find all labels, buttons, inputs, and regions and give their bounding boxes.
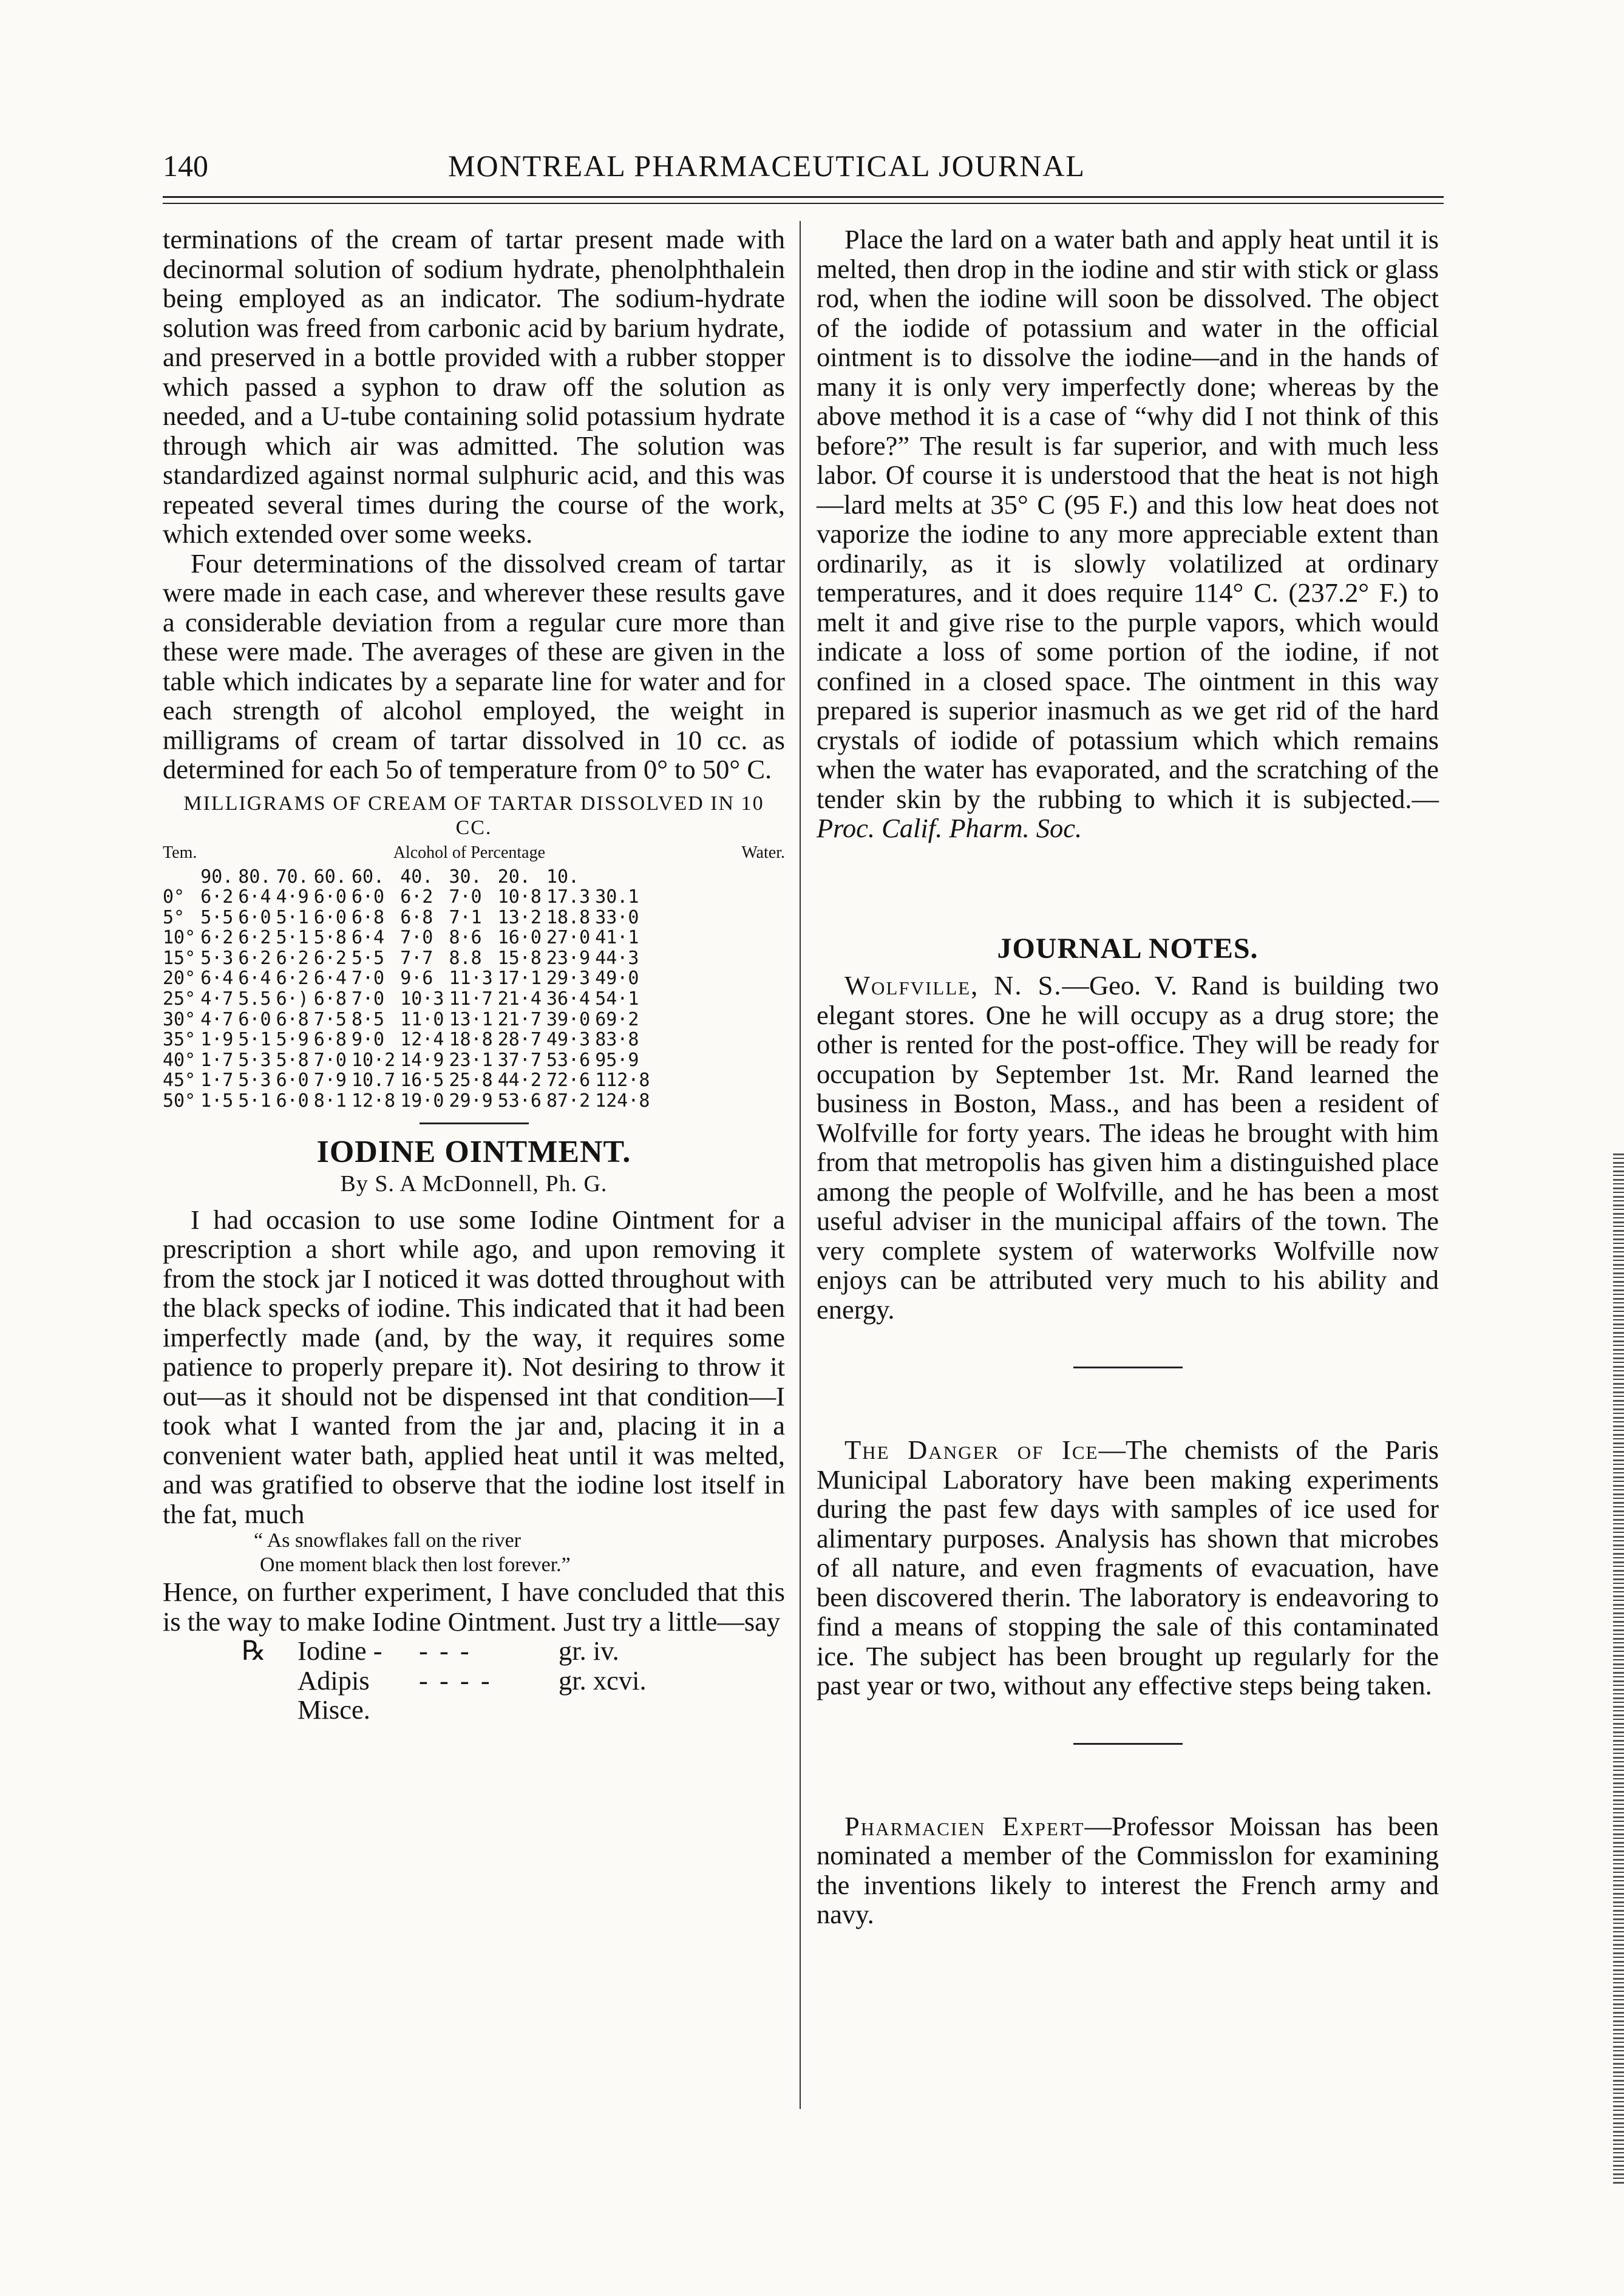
table-cell: 9·0	[351, 1029, 385, 1051]
table-cell: 18·8	[449, 1029, 493, 1051]
table-row	[163, 1070, 655, 1091]
table-column-header: 20.	[497, 866, 531, 888]
header-rule-thin	[163, 203, 1444, 204]
note-expert	[817, 1812, 1439, 1929]
table-head-water: Water.	[741, 843, 785, 862]
table-cell: 6·8	[313, 1029, 347, 1051]
table-cell: 44·3	[595, 947, 639, 969]
table-cell: 7·0	[313, 1049, 347, 1071]
table-row	[163, 1010, 655, 1030]
paragraph-lard-text: Place the lard on a water bath and apply heat until it is melted, then drop in the iodine and stir with stick or glass rod, when the iodine will soon be dissolved. The object of the iodide of potassium and water in the official ointment is to dissolve the iodine—and in the hands of many it is only very imperfectly done; whereas by the above method it is a case of “why did I not think of this before?” The result is far superior, and with much less labor. Of course it is understood that the heat is not high—lard melts at 35° C (95 F.) and this low heat does not vaporize the iodine to any more appreciable extent than ordinarily, as it is slowly volatilized at ordinary temperatures, and it does require 114° C. (237.2° F.) to melt it and give rise to the purple vapors, which would indicate a loss of some portion of the iodine, if not confined in a closed space. The ointment in this way prepared is superior inasmuch as we get rid of the hard crystals of iodide of potassium which which remains when the water has evaporated, and the scratching of the tender skin by the rubbing to which it is subjected.—	[817, 224, 1439, 814]
table-cell: 17·1	[497, 968, 542, 990]
table-cell: 6·4	[313, 968, 347, 990]
paragraph-terminations: terminations of the cream of tartar present made with decinormal solution of sodium hydrate, phenolphthalein being employed as an indicator. The sodium-hydrate solution was freed from carbonic acid by barium hydrate, and preserved in a bottle provided with a rubber stopper which passed a syphon to draw off the solution as needed, and a U-tube containing solid potassium hydrate through which air was admitted. The solution was standardized against normal sulphuric acid, and this was repeated several times during the course of the work, which extended over some weeks.	[163, 224, 785, 549]
table-cell: 11·7	[449, 988, 493, 1010]
column-divider	[800, 221, 801, 2109]
paragraph-determinations: Four determinations of the dissolved cream of tartar were made in each case, and wherever these results gave a considerable deviation from a regular cure more than these were made. The averages of these are given in the table which indicates by a separate line for water and for each strength of alcohol employed, the weight in milligrams of cream of tartar dissolved in 10 cc. as determined for each 5o of temperature from 0° to 50° C.	[163, 548, 785, 784]
table-cell: 16·5	[400, 1070, 444, 1092]
table-temperature-cell: 0°	[163, 886, 185, 908]
article-byline: By S. A McDonnell, Ph. G.	[340, 1171, 608, 1197]
section-rule	[1073, 1743, 1183, 1745]
table-temperature-cell: 50°	[163, 1090, 196, 1112]
section-rule	[1073, 1367, 1183, 1368]
table-cell: 6·8	[313, 988, 347, 1010]
table-header	[163, 843, 785, 863]
table-cell: 39·0	[546, 1008, 591, 1030]
table-cell: 5·8	[313, 927, 347, 949]
table-cell: 9·6	[400, 968, 433, 990]
table-row	[163, 968, 655, 989]
table-cell: 6·0	[313, 886, 347, 908]
table-column-header: 90.	[200, 866, 234, 888]
table-cell: 6·2	[276, 968, 309, 990]
table-cell: 14·9	[400, 1049, 444, 1071]
table-cell: 10.7	[351, 1070, 396, 1092]
table-cell: 1·7	[200, 1070, 234, 1092]
table-cell: 7·7	[400, 947, 433, 969]
verse-line: “ As snowflakes fall on the river	[254, 1529, 521, 1552]
table-cell: 5·8	[276, 1049, 309, 1071]
note-ice	[817, 1435, 1439, 1700]
table-cell: 5·1	[276, 927, 309, 949]
table-cell: 7·0	[351, 988, 385, 1010]
table-cell: 6·0	[313, 906, 347, 928]
section-title: JOURNAL NOTES.	[997, 932, 1259, 965]
table-cell: 6·4	[200, 968, 234, 990]
table-cell: 112·8	[595, 1070, 650, 1092]
table-body	[163, 887, 655, 1112]
table-cell: 8.8	[449, 947, 482, 969]
rx-instruction: Misce.	[297, 1694, 370, 1725]
article-title: IODINE OINTMENT.	[316, 1134, 631, 1169]
table-cell: 28·7	[497, 1029, 542, 1051]
left-column	[163, 225, 785, 1725]
table-cell: 11·0	[400, 1008, 444, 1030]
table-row	[163, 1050, 655, 1071]
verse-line: One moment black then lost forever.”	[260, 1554, 571, 1577]
table-cell: 53·6	[546, 1049, 591, 1071]
source-citation: Proc. Calif. Pharm. Soc.	[817, 813, 1082, 843]
table-temperature-cell: 40°	[163, 1049, 196, 1071]
table-cell: 5·1	[276, 906, 309, 928]
rx-quantity: gr. iv.	[559, 1635, 619, 1666]
table-cell: 6·0	[276, 1070, 309, 1092]
table-cell: 11·3	[449, 968, 493, 990]
paragraph-lard	[817, 225, 1439, 843]
table-column-header: 40.	[400, 866, 433, 888]
table-cell: 7·0	[400, 927, 433, 949]
table-cell: 1·9	[200, 1029, 234, 1051]
note-text: —The chemists of the Paris Municipal Laboratory have been making experiments during the past few days with samples of ice used for alimentary purposes. Analysis has shown that microbes of all nature, and even fragments of evacuation, have been discovered therin. The laboratory is endeavoring to find a means of stopping the sale of this contaminated ice. The subject has been brought up regularly for the past year or two, without any effective steps being taken.	[817, 1435, 1439, 1700]
table-cell: 23·1	[449, 1049, 493, 1071]
table-cell: 49·3	[546, 1029, 591, 1051]
table-cell: 5·9	[276, 1029, 309, 1051]
table-cell: 7·5	[313, 1008, 347, 1030]
recipe-symbol: ℞	[242, 1635, 266, 1666]
paragraph-conclusion: Hence, on further experiment, I have concluded that this is the way to make Iodine Ointment. Just try a little—say	[163, 1577, 785, 1637]
table-cell: 37·7	[497, 1049, 542, 1071]
table-cell: 10·8	[497, 886, 542, 908]
verse-quote	[254, 1529, 785, 1577]
table-column-header: 70.	[276, 866, 309, 888]
note-wolfville	[817, 971, 1439, 1324]
table-temperature-cell: 30°	[163, 1008, 196, 1030]
page-header	[163, 148, 1438, 197]
table-cell: 12·4	[400, 1029, 444, 1051]
table-cell: 27·0	[546, 927, 591, 949]
table-row	[163, 948, 655, 969]
table-cell: 5·3	[200, 947, 234, 969]
table-cell: 69·2	[595, 1008, 639, 1030]
table-cell: 6·2	[238, 947, 271, 969]
table-row	[163, 1030, 655, 1050]
table-cell: 6·4	[351, 927, 385, 949]
table-cell: 18.8	[546, 906, 591, 928]
table-cell: 6·0	[351, 886, 385, 908]
table-cell: 53·6	[497, 1090, 542, 1112]
scan-edge-texture	[1613, 1153, 1624, 2186]
table-cell: 6·0	[276, 1090, 309, 1112]
table-column-header	[595, 867, 654, 888]
table-cell: 16·0	[497, 927, 542, 949]
table-temperature-cell: 35°	[163, 1029, 196, 1051]
table-cell: 6·8	[351, 906, 385, 928]
table-column-header: 10.	[546, 866, 580, 888]
table-cell: 6·)	[276, 988, 309, 1010]
table-cell: 5·1	[238, 1029, 271, 1051]
table-cell: 10·3	[400, 988, 444, 1010]
table-column-header	[163, 867, 200, 888]
running-title: MONTREAL PHARMACEUTICAL JOURNAL	[448, 149, 1085, 183]
table-cell: 12·8	[351, 1090, 396, 1112]
table-cell: 6·2	[276, 947, 309, 969]
table-temperature-cell: 15°	[163, 947, 196, 969]
table-cell: 6·4	[238, 886, 271, 908]
table-cell: 54·1	[595, 988, 639, 1010]
table-cell: 6·2	[200, 927, 234, 949]
table-cell: 7·0	[351, 968, 385, 990]
rx-quantity: gr. xcvi.	[559, 1665, 647, 1696]
table-cell: 83·8	[595, 1029, 639, 1051]
prescription	[163, 1636, 785, 1725]
right-column	[817, 225, 1439, 1929]
table-row	[163, 908, 655, 928]
rx-dots: - - -	[419, 1635, 472, 1666]
table-cell: 23·9	[546, 947, 591, 969]
table-cell: 29·9	[449, 1090, 493, 1112]
note-lead: Pharmacien Expert	[844, 1810, 1085, 1841]
table-cell: 7·9	[313, 1070, 347, 1092]
table-temperature-cell: 20°	[163, 968, 196, 990]
table-column-header: 60.	[313, 866, 347, 888]
table-cell: 4·9	[276, 886, 309, 908]
section-rule	[420, 1123, 529, 1124]
table-cell: 1·7	[200, 1049, 234, 1071]
table-cell: 4·7	[200, 988, 234, 1010]
table-cell: 95·9	[595, 1049, 639, 1071]
table-cell: 17.3	[546, 886, 591, 908]
table-cell: 4·7	[200, 1008, 234, 1030]
table-cell: 36·4	[546, 988, 591, 1010]
table-cell: 44·2	[497, 1070, 542, 1092]
table-title: MILLIGRAMS OF CREAM OF TARTAR DISSOLVED IN 10 CC.	[183, 792, 764, 839]
table-row	[163, 928, 655, 948]
paragraph-iodine: I had occasion to use some Iodine Ointment for a prescription a short while ago, and upon removing it from the stock jar I noticed it was dotted throughout with the black specks of iodine. This indicated that it had been imperfectly made (and, by the way, it requires some patience to properly prepare it). Not desiring to throw it out—as it should not be dispensed int that condition—I took what I wanted from the jar and, placing it in a convenient water bath, applied heat until it was melted, and was gratified to observe that the iodine lost itself in the fat, much	[163, 1204, 785, 1529]
table-cell: 5.5	[238, 988, 271, 1010]
table-row	[163, 989, 655, 1010]
table-cell: 6·2	[200, 886, 234, 908]
table-cell: 5·3	[238, 1070, 271, 1092]
table-column-header: 80.	[238, 866, 271, 888]
table-column-header: 60.	[351, 866, 385, 888]
table-cell: 87·2	[546, 1090, 591, 1112]
table-cell: 6·2	[400, 886, 433, 908]
table-cell: 5·5	[200, 906, 234, 928]
table-row	[163, 1091, 655, 1112]
rx-ingredient: Adipis	[297, 1665, 370, 1696]
table-cell: 8·1	[313, 1090, 347, 1112]
rx-dots: - - - -	[419, 1665, 492, 1696]
solubility-table	[163, 867, 655, 1112]
table-cell: 5·3	[238, 1049, 271, 1071]
table-cell: 8·5	[351, 1008, 385, 1030]
table-head-alcohol: Alcohol of Percentage	[393, 843, 546, 862]
table-cell: 49·0	[595, 968, 639, 990]
table-cell: 124·8	[595, 1090, 650, 1112]
table-cell: 6·4	[238, 968, 271, 990]
table-column-row	[163, 867, 655, 888]
table-cell: 25·8	[449, 1070, 493, 1092]
table-row	[163, 887, 655, 908]
table-cell: 6·2	[313, 947, 347, 969]
table-cell: 13·1	[449, 1008, 493, 1030]
table-cell: 5·5	[351, 947, 385, 969]
table-cell: 21·4	[497, 988, 542, 1010]
table-temperature-cell: 25°	[163, 988, 196, 1010]
table-head-temperature: Tem.	[163, 843, 197, 862]
note-text: —Professor Moissan has been nominated a member of the Commisslon for examining the inventions likely to interest the French army and navy.	[817, 1810, 1439, 1929]
table-cell: 33·0	[595, 906, 639, 928]
table-column-header: 30.	[449, 866, 482, 888]
note-lead: The Danger of Ice	[844, 1435, 1099, 1465]
table-cell: 8·6	[449, 927, 482, 949]
note-lead: Wolfville, N. S.	[844, 970, 1062, 1000]
table-cell: 6·8	[400, 906, 433, 928]
table-cell: 10·2	[351, 1049, 396, 1071]
page-number: 140	[163, 149, 208, 183]
table-temperature-cell: 5°	[163, 906, 185, 928]
table-cell: 30.1	[595, 886, 639, 908]
table-cell: 5·1	[238, 1090, 271, 1112]
table-cell: 13·2	[497, 906, 542, 928]
table-cell: 15·8	[497, 947, 542, 969]
table-cell: 29·3	[546, 968, 591, 990]
table-cell: 7·1	[449, 906, 482, 928]
table-cell: 72·6	[546, 1070, 591, 1092]
table-cell: 6·0	[238, 1008, 271, 1030]
table-cell: 21·7	[497, 1008, 542, 1030]
header-rule	[163, 196, 1444, 198]
note-text: —Geo. V. Rand is building two elegant stores. One he will occupy as a drug store; the other is rented for the post-office. They will be ready for occupation by September 1st. Mr. Rand learned the business in Boston, Mass., and has been a resident of Wolfville for forty years. The ideas he brought with him from that metropolis has given him a distinguished place among the people of Wolfville, and he has been a most useful adviser in the municipal affairs of the town. The very complete system of waterworks Wolfville now enjoys can be attributed very much to his ability and energy.	[817, 970, 1439, 1325]
table-cell: 6·8	[276, 1008, 309, 1030]
rx-ingredient: Iodine -	[297, 1635, 382, 1666]
table-cell: 6·0	[238, 906, 271, 928]
table-cell: 6·2	[238, 927, 271, 949]
table-cell: 7·0	[449, 886, 482, 908]
table-cell: 1·5	[200, 1090, 234, 1112]
table-cell: 19·0	[400, 1090, 444, 1112]
table-temperature-cell: 10°	[163, 927, 196, 949]
table-temperature-cell: 45°	[163, 1070, 196, 1092]
table-cell: 41·1	[595, 927, 639, 949]
